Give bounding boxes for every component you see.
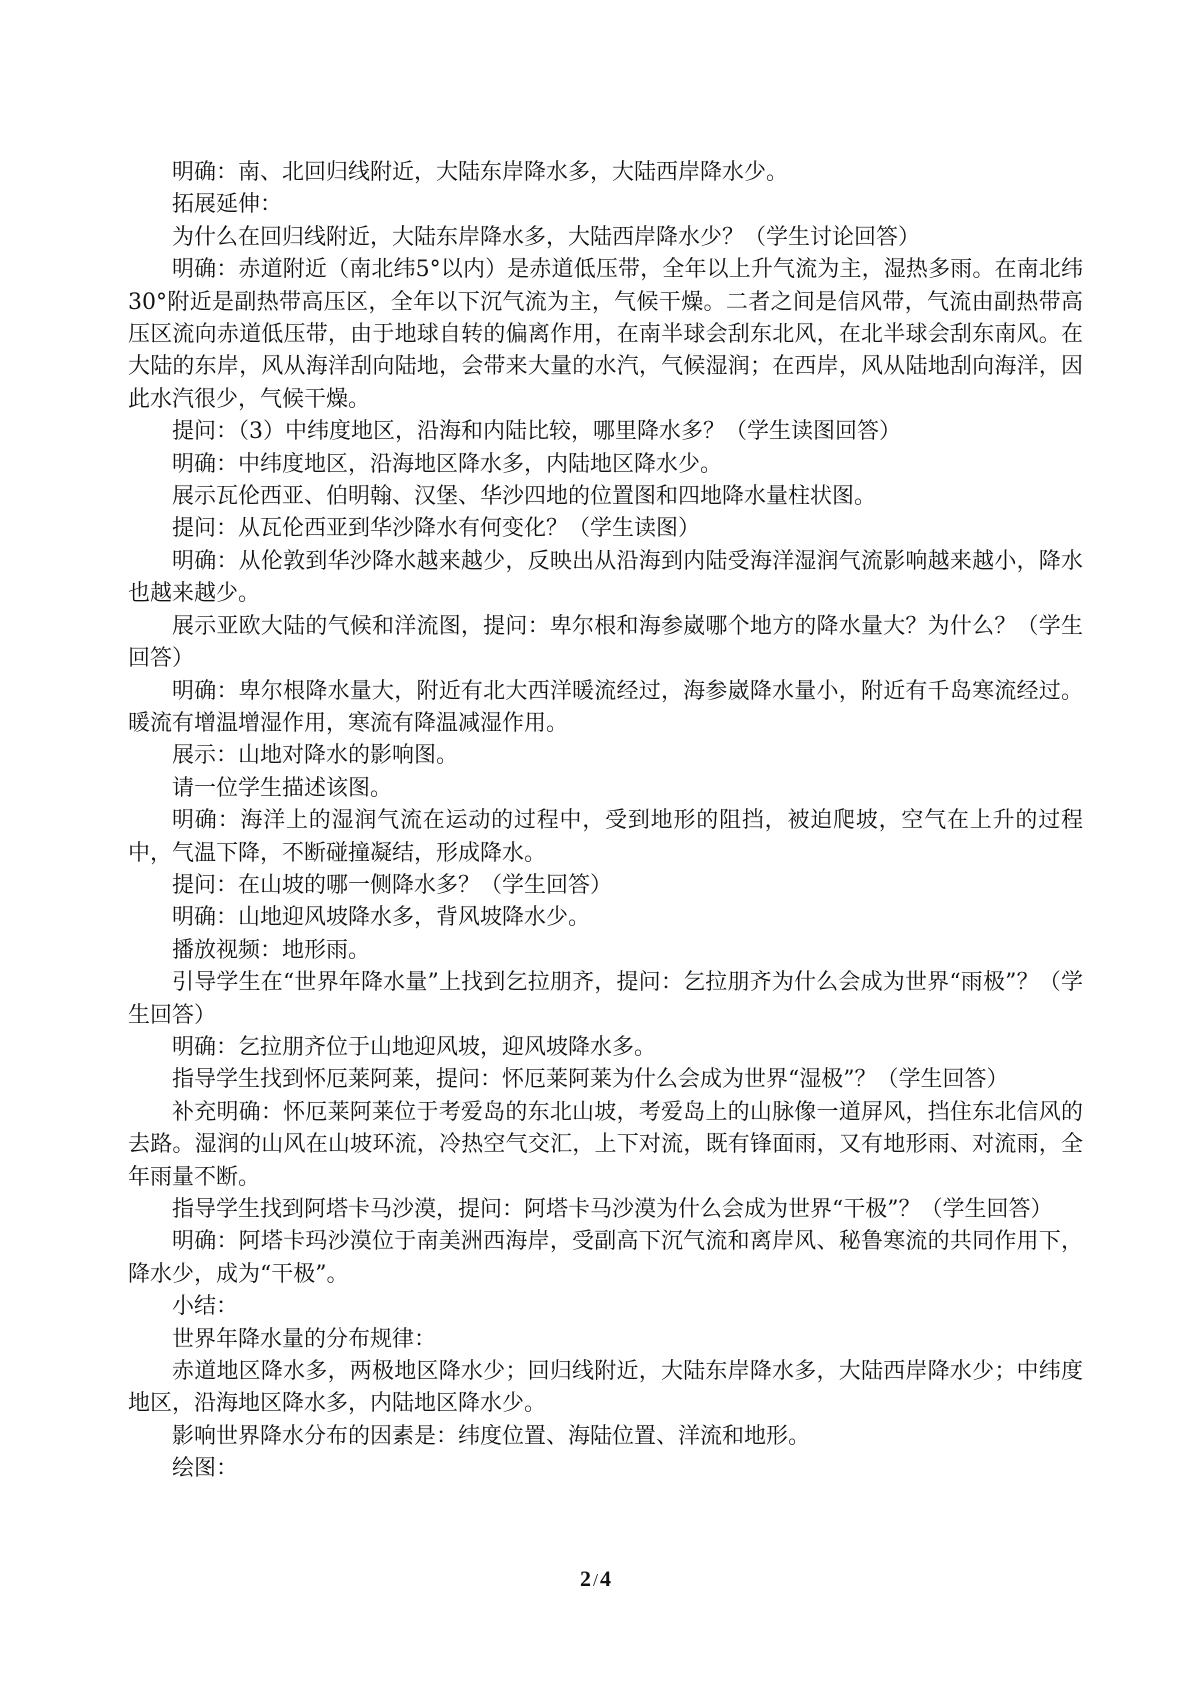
paragraph: 明确：从伦敦到华沙降水越来越少，反映出从沿海到内陆受海洋湿润气流影响越来越小，降水也越来越少。 bbox=[128, 548, 1083, 607]
paragraph: 明确：卑尔根降水量大，附近有北大西洋暖流经过，海参崴降水量小，附近有千岛寒流经过。暖流有增温增湿作用，寒流有降温减湿作用。 bbox=[128, 678, 1083, 736]
paragraph: 指导学生找到怀厄莱阿莱，提问：怀厄莱阿莱为什么会成为世界“湿极”？（学生回答） bbox=[172, 1067, 1009, 1093]
paragraph: 引导学生在“世界年降水量”上找到乞拉朋齐，提问：乞拉朋齐为什么会成为世界“雨极”？（学生回答） bbox=[128, 970, 1083, 1028]
paragraph: 展示：山地对降水的影响图。 bbox=[172, 743, 459, 769]
paragraph: 明确：乞拉朋齐位于山地迎风坡，迎风坡降水多。 bbox=[172, 1034, 657, 1060]
page-total: 4 bbox=[600, 1566, 611, 1591]
paragraph: 明确：赤道附近（南北纬5°以内）是赤道低压带，全年以上升气流为主，湿热多雨。在南北纬30°附近是副热带高压区，全年以下沉气流为主，气候干燥。二者之间是信风带，气流由副热带高压区流向赤道低压带，由于地球自转的偏离作用，在南半球会刮东北风，在北半球会刮东南风。在大陆的东岸，风从海洋刮向陆地，会带来大量的水汽，气候湿润；在西岸，风从陆地刮向海洋，因此水汽很少，气候干燥。 bbox=[128, 257, 1083, 412]
paragraph: 补充明确：怀厄莱阿莱位于考爱岛的东北山坡，考爱岛上的山脉像一道屏风，挡住东北信风的去路。湿润的山风在山坡环流，冷热空气交汇，上下对流，既有锋面雨，又有地形雨、对流雨，全年雨量不断。 bbox=[128, 1099, 1083, 1190]
paragraph: 提问：（3）中纬度地区，沿海和内陆比较，哪里降水多？（学生读图回答） bbox=[172, 419, 901, 445]
paragraph: 请一位学生描述该图。 bbox=[172, 775, 393, 801]
paragraph: 明确：中纬度地区，沿海地区降水多，内陆地区降水少。 bbox=[172, 451, 723, 477]
paragraph: 明确：南、北回归线附近，大陆东岸降水多，大陆西岸降水少。 bbox=[172, 160, 789, 185]
paragraph: 拓展延伸： bbox=[172, 192, 283, 218]
paragraph: 为什么在回归线附近，大陆东岸降水多，大陆西岸降水少？（学生讨论回答） bbox=[172, 224, 921, 250]
document-body bbox=[128, 157, 1083, 1486]
paragraph: 提问：在山坡的哪一侧降水多？（学生回答） bbox=[172, 872, 613, 898]
page-number bbox=[0, 1566, 1191, 1592]
page-separator: / bbox=[592, 1570, 598, 1590]
paragraph: 播放视频：地形雨。 bbox=[172, 937, 371, 963]
paragraph: 明确：海洋上的湿润气流在运动的过程中，受到地形的阻挡，被迫爬坡，空气在上升的过程中，气温下降，不断碰撞凝结，形成降水。 bbox=[128, 808, 1083, 866]
paragraph: 世界年降水量的分布规律： bbox=[172, 1326, 437, 1352]
paragraph: 明确：山地迎风坡降水多，背风坡降水少。 bbox=[172, 905, 591, 931]
paragraph: 影响世界降水分布的因素是：纬度位置、海陆位置、洋流和地形。 bbox=[172, 1423, 811, 1449]
page-current: 2 bbox=[579, 1566, 591, 1591]
paragraph: 绘图： bbox=[172, 1456, 239, 1482]
paragraph: 明确：阿塔卡玛沙漠位于南美洲西海岸，受副高下沉气流和离岸风、秘鲁寒流的共同作用下，降水少，成为“干极”。 bbox=[128, 1229, 1083, 1287]
paragraph: 赤道地区降水多，两极地区降水少；回归线附近，大陆东岸降水多，大陆西岸降水少；中纬度地区，沿海地区降水多，内陆地区降水少。 bbox=[128, 1359, 1083, 1417]
paragraph: 展示瓦伦西亚、伯明翰、汉堡、华沙四地的位置图和四地降水量柱状图。 bbox=[172, 484, 877, 510]
paragraph: 展示亚欧大陆的气候和洋流图，提问：卑尔根和海参崴哪个地方的降水量大？为什么？（学生回答） bbox=[128, 613, 1083, 672]
paragraph: 小结： bbox=[172, 1294, 239, 1320]
paragraph: 提问：从瓦伦西亚到华沙降水有何变化？（学生读图） bbox=[172, 516, 701, 542]
paragraph: 指导学生找到阿塔卡马沙漠，提问：阿塔卡马沙漠为什么会成为世界“干极”？（学生回答） bbox=[172, 1197, 1053, 1222]
